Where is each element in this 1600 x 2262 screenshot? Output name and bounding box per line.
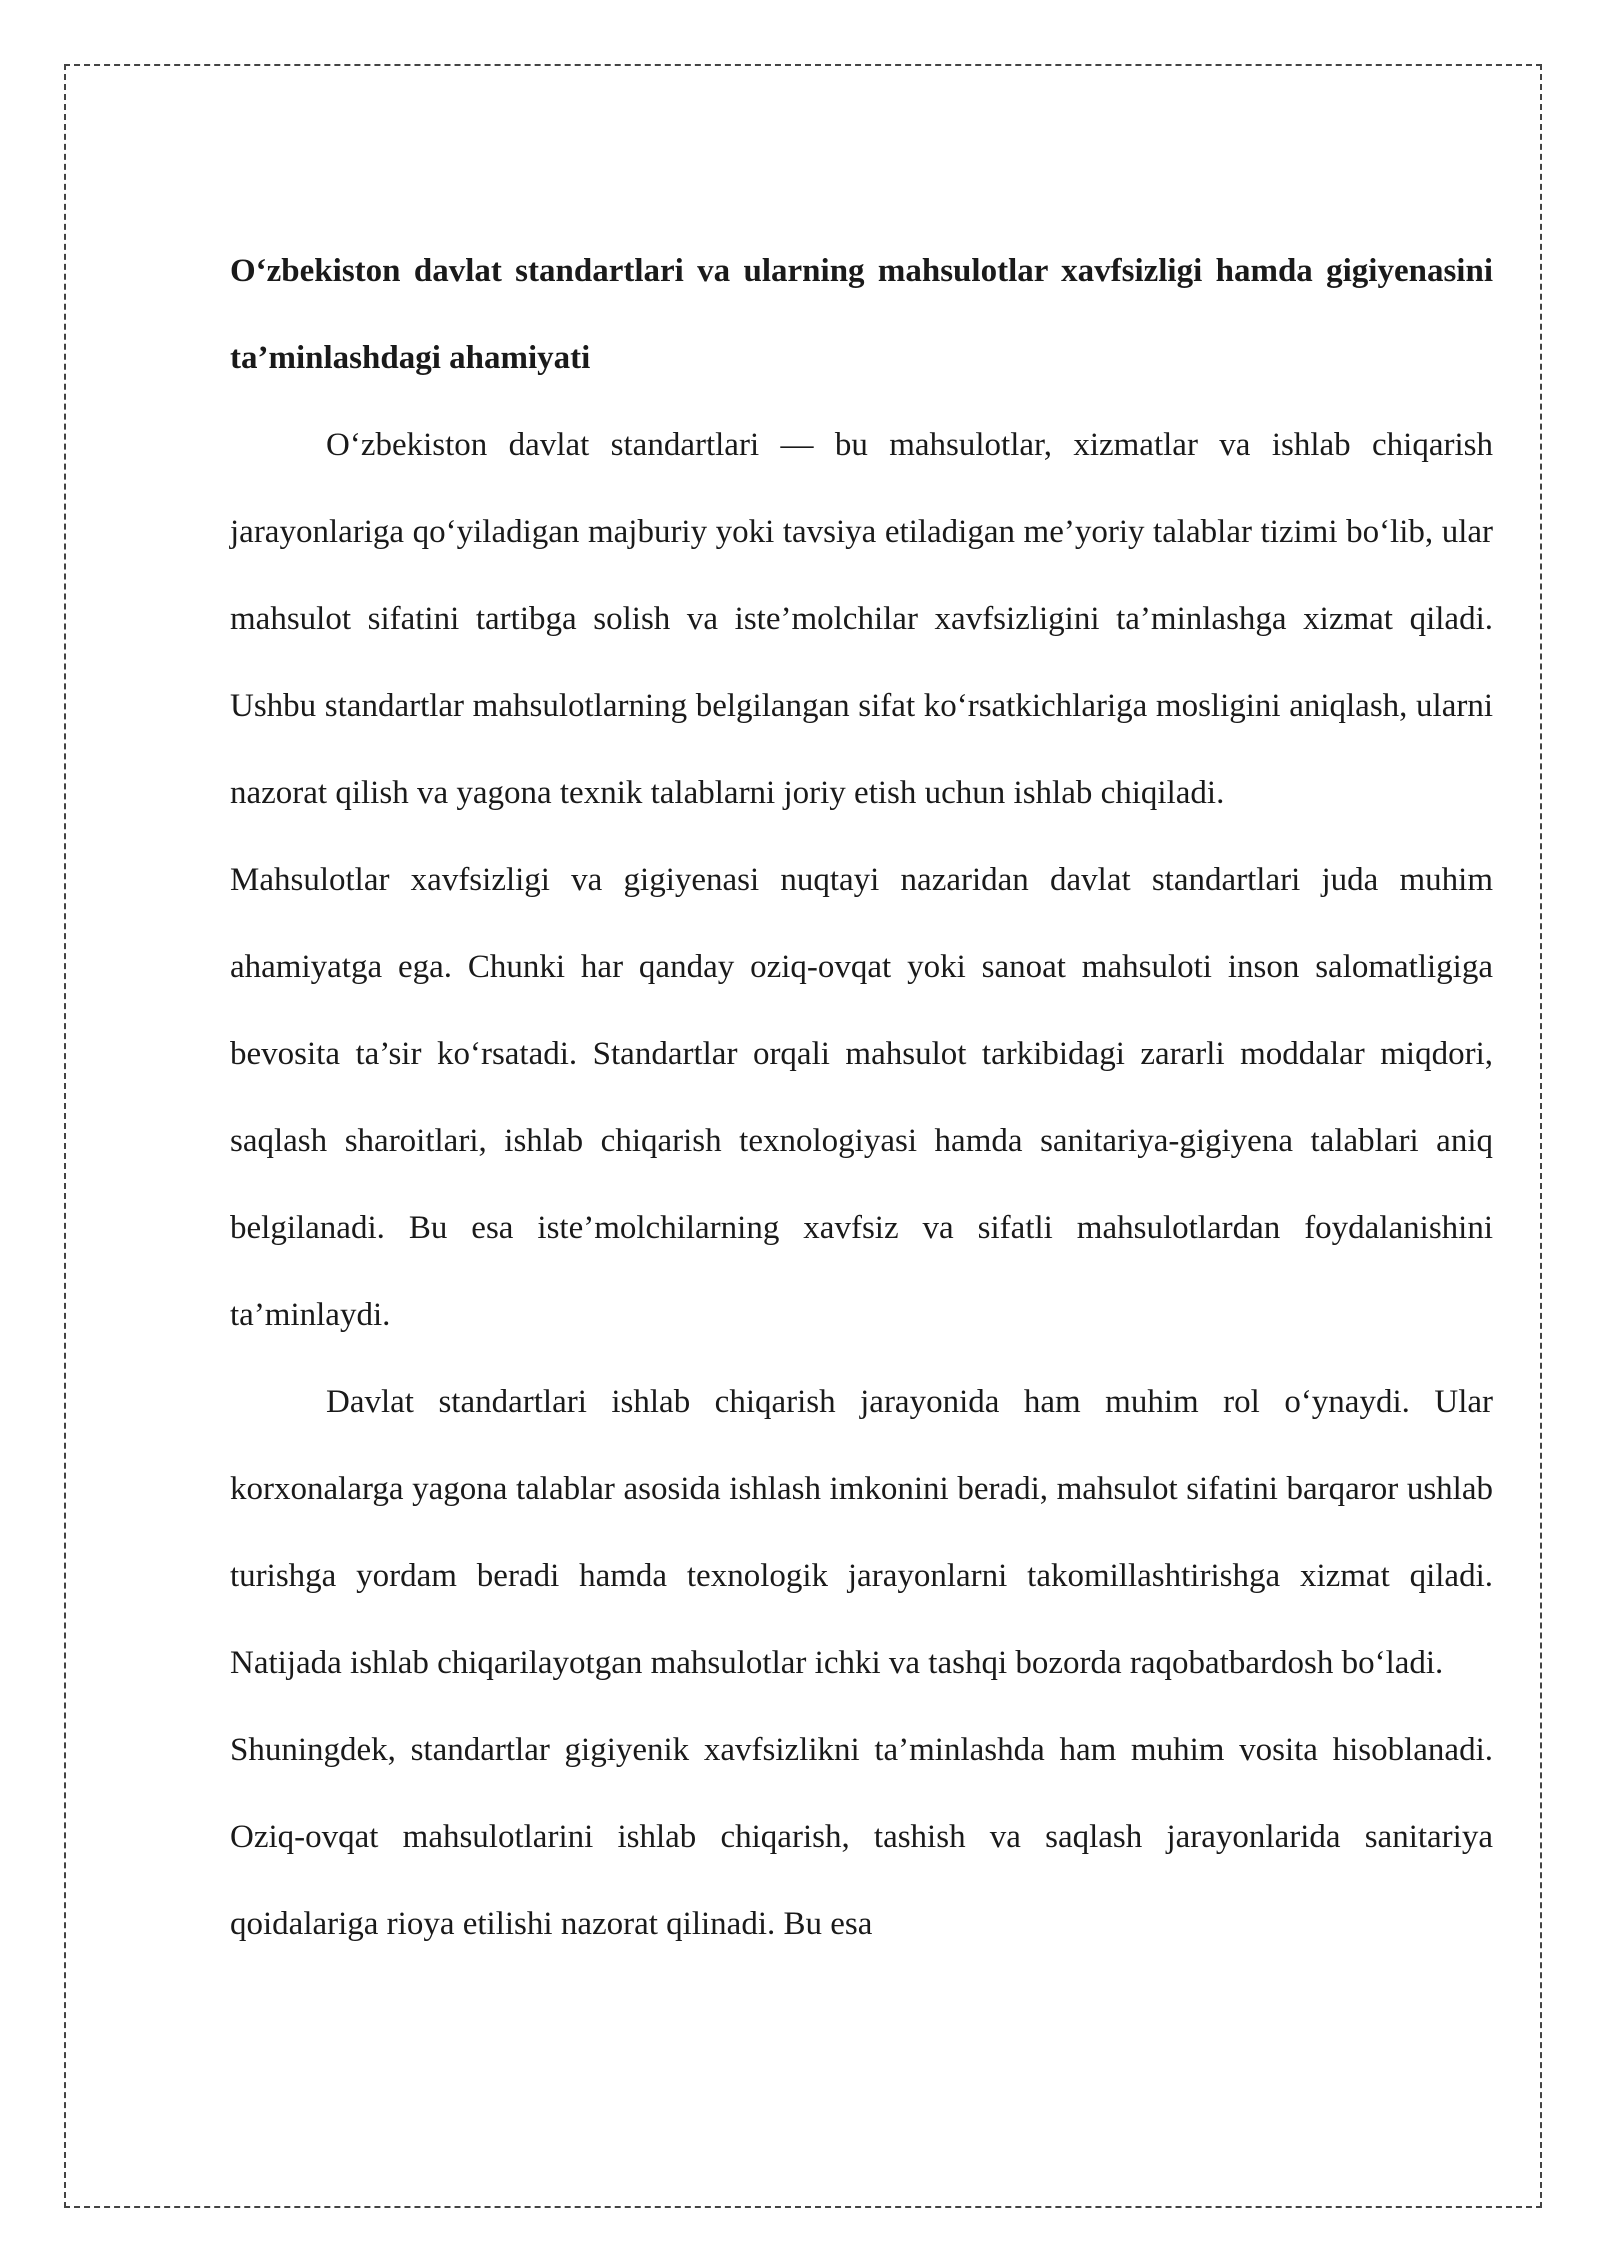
paragraph-4: Shuningdek, standartlar gigiyenik xavfsizlikni ta’minlashda ham muhim vosita hisoblanadi. Oziq-ovqat mahsulotlarini ishlab chiqarish, tashish va saqlash jarayonlarida sanitariya qoidalariga rioya etilishi nazorat qilinadi. Bu esa — [230, 1732, 1493, 1942]
paragraph-2: Mahsulotlar xavfsizligi va gigiyenasi nuqtayi nazaridan davlat standartlari juda muhim ahamiyatga ega. Chunki har qanday oziq-ovqat yoki sanoat mahsuloti inson salomatligiga bevosita ta’sir ko‘rsatadi. Standartlar orqali mahsulot tarkibidagi zararli moddalar miqdori, saqlash sharoitlari, ishlab chiqarish texnologiyasi hamda sanitariya-gigiyena talablari aniq belgilanadi. Bu esa iste’molchilarning xavfsiz va sifatli mahsulotlardan foydalanishini ta’minlaydi. — [230, 862, 1493, 1333]
document-title: O‘zbekiston davlat standartlari va ularning mahsulotlar xavfsizligi hamda gigiyenasini ta’minlashdagi ahamiyati — [230, 253, 1493, 376]
document-body — [230, 228, 1493, 1968]
paragraph-3: Davlat standartlari ishlab chiqarish jarayonida ham muhim rol o‘ynaydi. Ular korxonalarga yagona talablar asosida ishlash imkonini beradi, mahsulot sifatini barqaror ushlab turishga yordam beradi hamda texnologik jarayonlarni takomillashtirishga xizmat qiladi. Natijada ishlab chiqarilayotgan mahsulotlar ichki va tashqi bozorda raqobatbardosh bo‘ladi. — [230, 1384, 1493, 1681]
paragraph-1: O‘zbekiston davlat standartlari — bu mahsulotlar, xizmatlar va ishlab chiqarish jarayonlariga qo‘yiladigan majburiy yoki tavsiya etiladigan me’yoriy talablar tizimi bo‘lib, ular mahsulot sifatini tartibga solish va iste’molchilar xavfsizligini ta’minlashga xizmat qiladi. Ushbu standartlar mahsulotlarning belgilangan sifat ko‘rsatkichlariga mosligini aniqlash, ularni nazorat qilish va yagona texnik talablarni joriy etish uchun ishlab chiqiladi. — [230, 427, 1493, 811]
